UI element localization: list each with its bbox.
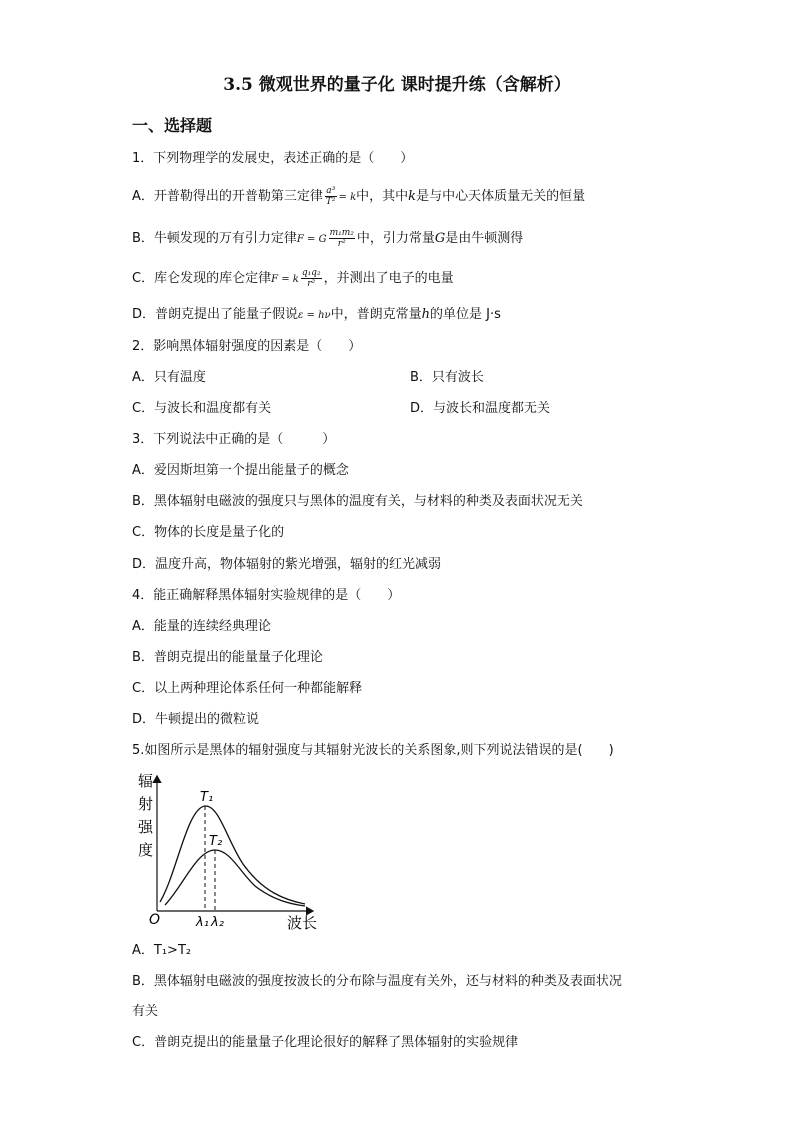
y-axis-label-4: 度 [138,841,154,859]
q3-option-c: C．物体的长度是量子化的 [132,525,285,540]
q1-b-denominator: r² [337,239,346,249]
q2-option-a: A．只有温度 [132,370,206,385]
q5-stem: 5.如图所示是黑体的辐射强度与其辐射光波长的关系图象,则下列说法错误的是( ) [132,743,614,758]
q1-a-symbol: k [408,189,417,204]
q1-d-symbol: h [421,307,431,322]
q1-stem: 1．下列物理学的发展史，表述正确的是（ ） [132,151,414,166]
q1-d-text-3: 的单位是 J·s [430,307,501,322]
q4-option-a: A．能量的连续经典理论 [132,619,271,634]
q1-b-text-3: 是由牛顿测得 [445,231,524,246]
y-axis-label-1: 辐 [138,772,154,790]
q1-c-numerator: q₁q₂ [301,268,321,278]
q1-a-formula: = k [338,192,357,203]
q1-c-denominator: r² [307,279,316,289]
q1-a-denominator: T² [325,197,336,207]
q1-c-text: C．库仑发现的库仑定律 [132,271,272,286]
q2-option-b: B．只有波长 [410,370,484,385]
q1-option-c [132,268,454,289]
q3-option-b: B．黑体辐射电磁波的强度只与黑体的温度有关，与材料的种类及表面状况无关 [132,494,583,509]
y-axis-label-2: 射 [138,795,154,813]
q5-option-b-line2: 有关 [132,1004,159,1019]
q4-option-b: B．普朗克提出的能量量子化理论 [132,650,323,665]
q1-c-formula: F = k [271,274,299,285]
q2-stem: 2．影响黑体辐射强度的因素是（ ） [132,339,362,354]
q1-c-fraction [301,268,322,289]
q1-b-fraction [329,228,355,249]
t2-label: T₂ [209,834,223,849]
q4-option-c: C．以上两种理论体系任何一种都能解释 [132,681,363,696]
x-axis-label: 波长 [287,914,318,932]
page-title: 3.5 微观世界的量子化 课时提升练（含解析） [223,75,571,95]
y-axis-label-3: 强 [138,818,154,836]
q3-stem: 3．下列说法中正确的是（ ） [132,432,336,447]
lambda2-label: λ₂ [211,915,224,930]
q3-option-d: D．温度升高，物体辐射的紫光增强，辐射的红光减弱 [132,557,442,572]
q4-stem: 4．能正确解释黑体辐射实验规律的是（ ） [132,588,401,603]
q4-option-d: D．牛顿提出的微粒说 [132,712,260,727]
section-heading: 一、选择题 [132,116,213,135]
q1-a-fraction [325,186,337,207]
q1-d-formula: ε = hν [298,310,331,321]
q5-option-a: A．T₁>T₂ [132,943,192,958]
q1-a-text-3: 是与中心天体质量无关的恒量 [416,189,586,204]
q2-option-d: D．与波长和温度都无关 [410,401,551,416]
q1-a-text: A．开普勒得出的开普勒第三定律 [132,189,323,204]
q1-d-text: D．普朗克提出了能量子假说 [132,307,299,322]
origin-label: O [149,912,161,928]
q1-option-d [132,306,501,325]
q5-option-b-line1: B．黑体辐射电磁波的强度按波长的分布除与温度有关外，还与材料的种类及表面状况 [132,974,622,989]
t1-label: T₁ [200,790,214,805]
q1-b-text-2: 中，引力常量 [356,231,435,246]
q1-a-numerator: a³ [326,186,336,196]
q1-option-b [132,228,523,249]
q1-b-text: B．牛顿发现的万有引力定律 [132,231,297,246]
q1-b-symbol: G [434,231,446,246]
q1-option-a [132,186,585,207]
q1-a-text-2: 中，其中 [356,189,409,204]
lambda1-label: λ₁ [196,915,209,930]
q1-b-numerator: m₁m₂ [329,228,354,238]
blackbody-radiation-figure [135,768,335,938]
q1-c-text-2: ，并测出了电子的电量 [323,271,454,286]
q1-d-text-2: 中，普朗克常量 [330,307,422,322]
q2-option-c: C．与波长和温度都有关 [132,401,272,416]
q5-option-c: C．普朗克提出的能量量子化理论很好的解释了黑体辐射的实验规律 [132,1035,519,1050]
q3-option-a: A．爱因斯坦第一个提出能量子的概念 [132,463,349,478]
curve-t1 [160,806,305,904]
q1-b-formula: F = G [296,234,327,245]
